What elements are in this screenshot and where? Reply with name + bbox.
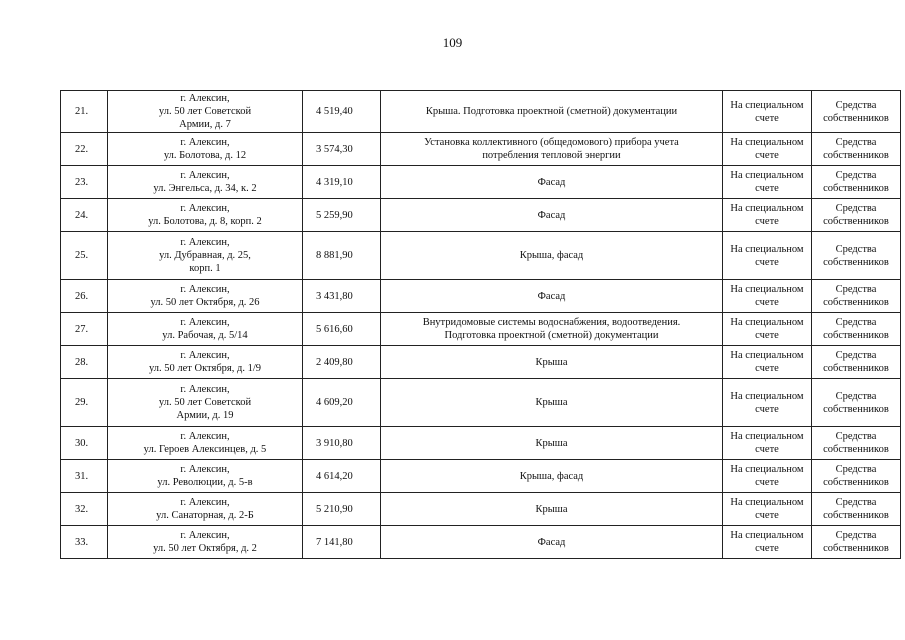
cell-text-line: собственников [823, 543, 889, 554]
row-number-cell: 30. [61, 427, 108, 460]
cell-text-line: Средства [835, 497, 877, 508]
cell-text-line: собственников [823, 183, 889, 194]
cell-text-line: Средства [835, 170, 877, 181]
row-number-cell: 29. [61, 379, 108, 427]
cell-text-line: На специальном [730, 203, 804, 214]
cell-text-line: счете [755, 363, 779, 374]
address-cell [108, 460, 303, 493]
cell-text-line: ул. Революции, д. 5-в [157, 477, 253, 488]
cell-text-line: г. Алексин, [180, 464, 230, 475]
table-row [61, 493, 901, 526]
buildings-table [60, 90, 901, 559]
account-type-cell [723, 91, 812, 133]
work-type-cell [381, 346, 723, 379]
table-body [61, 91, 901, 559]
cell-text-line: г. Алексин, [180, 497, 230, 508]
cell-text-line: собственников [823, 403, 889, 415]
cell-text-line: На специальном [730, 170, 804, 181]
page-number: 109 [442, 35, 463, 50]
row-number-cell: 28. [61, 346, 108, 379]
cell-text-line: Армии, д. 7 [179, 119, 231, 130]
funding-source-cell [812, 199, 901, 232]
funding-source-cell [812, 379, 901, 427]
cell-text-line: ул. Болотова, д. 12 [163, 150, 247, 161]
funding-source-cell [812, 232, 901, 280]
cell-text-line: собственников [823, 112, 889, 124]
row-number-cell: 22. [61, 133, 108, 166]
cell-text-line: Средства [835, 464, 877, 475]
account-type-cell [723, 199, 812, 232]
funding-source-cell [812, 526, 901, 559]
cell-text-line: ул. Героев Алексинцев, д. 5 [143, 444, 267, 455]
address-cell [108, 166, 303, 199]
account-type-cell [723, 526, 812, 559]
cell-text-line: Крыша [535, 503, 568, 515]
cell-text-line: Средства [835, 137, 877, 148]
table-row [61, 199, 901, 232]
cell-text-line: собственников [823, 256, 889, 268]
cell-text-line: счете [755, 297, 779, 308]
funding-source-cell [812, 346, 901, 379]
cell-text-line: собственников [823, 477, 889, 488]
cell-text-line: На специальном [730, 99, 804, 111]
cell-text-line: г. Алексин, [180, 384, 230, 395]
row-number-cell: 32. [61, 493, 108, 526]
cell-text-line: Средства [835, 243, 877, 255]
cell-text-line: счете [755, 477, 779, 488]
account-type-cell [723, 166, 812, 199]
cell-text-line: Крыша [535, 397, 568, 408]
cell-text-line: счете [755, 403, 779, 415]
cell-text-line: г. Алексин, [180, 350, 230, 361]
area-cell: 7 141,80 [303, 526, 381, 559]
cell-text-line: г. Алексин, [180, 203, 230, 214]
cell-text-line: Внутридомовые системы водоснабжения, водоотведения. [422, 317, 681, 328]
cell-text-line: Фасад [537, 176, 566, 188]
account-type-cell [723, 379, 812, 427]
table-row [61, 427, 901, 460]
cell-text-line: г. Алексин, [180, 137, 230, 148]
cell-text-line: Крыша, фасад [519, 250, 584, 261]
account-type-cell [723, 133, 812, 166]
funding-source-cell [812, 91, 901, 133]
work-type-cell [381, 460, 723, 493]
cell-text-line: На специальном [730, 284, 804, 295]
cell-text-line: Армии, д. 19 [176, 410, 234, 421]
address-cell [108, 313, 303, 346]
cell-text-line: ул. 50 лет Советской [158, 397, 252, 408]
row-number-cell: 21. [61, 91, 108, 133]
work-type-cell [381, 232, 723, 280]
cell-text-line: Средства [835, 350, 877, 361]
cell-text-line: счете [755, 510, 779, 521]
cell-text-line: ул. Рабочая, д. 5/14 [162, 330, 248, 341]
cell-text-line: счете [755, 216, 779, 227]
cell-text-line: г. Алексин, [180, 431, 230, 442]
cell-text-line: ул. 50 лет Октября, д. 1/9 [148, 363, 262, 374]
area-cell: 3 910,80 [303, 427, 381, 460]
cell-text-line: собственников [823, 297, 889, 308]
cell-text-line: Подготовка проектной (сметной) документации [444, 330, 659, 341]
cell-text-line: потребления тепловой энергии [482, 150, 621, 161]
cell-text-line: Средства [835, 284, 877, 295]
account-type-cell [723, 460, 812, 493]
cell-text-line: г. Алексин, [180, 93, 230, 104]
work-type-cell [381, 166, 723, 199]
address-cell [108, 280, 303, 313]
work-type-cell [381, 427, 723, 460]
cell-text-line: На специальном [730, 497, 804, 508]
funding-source-cell [812, 166, 901, 199]
area-cell: 5 210,90 [303, 493, 381, 526]
cell-text-line: собственников [823, 216, 889, 227]
cell-text-line: счете [755, 150, 779, 161]
area-cell: 4 614,20 [303, 460, 381, 493]
address-cell [108, 427, 303, 460]
funding-source-cell [812, 460, 901, 493]
work-type-cell [381, 133, 723, 166]
cell-text-line: собственников [823, 363, 889, 374]
cell-text-line: Крыша. Подготовка проектной (сметной) документации [425, 106, 678, 117]
area-cell: 2 409,80 [303, 346, 381, 379]
work-type-cell [381, 199, 723, 232]
cell-text-line: ул. 50 лет Советской [158, 106, 252, 117]
cell-text-line: г. Алексин, [180, 170, 230, 181]
table-row [61, 232, 901, 280]
account-type-cell [723, 313, 812, 346]
cell-text-line: собственников [823, 510, 889, 521]
address-cell [108, 379, 303, 427]
funding-source-cell [812, 133, 901, 166]
cell-text-line: счете [755, 112, 779, 124]
work-type-cell [381, 526, 723, 559]
cell-text-line: г. Алексин, [180, 284, 230, 295]
cell-text-line: Средства [835, 317, 877, 328]
address-cell [108, 232, 303, 280]
cell-text-line: счете [755, 543, 779, 554]
table-row [61, 91, 901, 133]
cell-text-line: Установка коллективного (общедомового) прибора учета [424, 137, 679, 148]
work-type-cell [381, 313, 723, 346]
cell-text-line: На специальном [730, 350, 804, 361]
table-row [61, 526, 901, 559]
cell-text-line: На специальном [730, 390, 804, 402]
row-number-cell: 33. [61, 526, 108, 559]
cell-text-line: ул. Болотова, д. 8, корп. 2 [148, 216, 262, 227]
cell-text-line: Средства [835, 203, 877, 214]
area-cell: 4 319,10 [303, 166, 381, 199]
table-row [61, 280, 901, 313]
work-type-cell [381, 493, 723, 526]
cell-text-line: ул. 50 лет Октября, д. 26 [150, 297, 260, 308]
cell-text-line: счете [755, 330, 779, 341]
funding-source-cell [812, 313, 901, 346]
row-number-cell: 23. [61, 166, 108, 199]
cell-text-line: На специальном [730, 137, 804, 148]
address-cell [108, 493, 303, 526]
funding-source-cell [812, 493, 901, 526]
table-row [61, 133, 901, 166]
cell-text-line: На специальном [730, 530, 804, 541]
cell-text-line: счете [755, 183, 779, 194]
address-cell [108, 199, 303, 232]
cell-text-line: собственников [823, 444, 889, 455]
row-number-cell: 26. [61, 280, 108, 313]
cell-text-line: Фасад [537, 536, 566, 548]
cell-text-line: На специальном [730, 317, 804, 328]
cell-text-line: г. Алексин, [180, 530, 230, 541]
cell-text-line: Средства [835, 99, 877, 111]
table-row [61, 346, 901, 379]
account-type-cell [723, 280, 812, 313]
row-number-cell: 31. [61, 460, 108, 493]
area-cell: 5 259,90 [303, 199, 381, 232]
funding-source-cell [812, 280, 901, 313]
cell-text-line: собственников [823, 330, 889, 341]
area-cell: 8 881,90 [303, 232, 381, 280]
area-cell: 5 616,60 [303, 313, 381, 346]
row-number-cell: 24. [61, 199, 108, 232]
area-cell: 4 609,20 [303, 379, 381, 427]
work-type-cell [381, 280, 723, 313]
address-cell [108, 133, 303, 166]
table-row [61, 313, 901, 346]
area-cell: 3 431,80 [303, 280, 381, 313]
work-type-cell [381, 379, 723, 427]
cell-text-line: Фасад [537, 209, 566, 221]
cell-text-line: Крыша, фасад [519, 470, 584, 482]
cell-text-line: На специальном [730, 464, 804, 475]
row-number-cell: 27. [61, 313, 108, 346]
cell-text-line: счете [755, 256, 779, 268]
cell-text-line: Крыша [535, 437, 568, 449]
table-row [61, 379, 901, 427]
cell-text-line: На специальном [730, 431, 804, 442]
table-row [61, 166, 901, 199]
cell-text-line: Средства [835, 431, 877, 442]
cell-text-line: ул. Энгельса, д. 34, к. 2 [153, 183, 257, 194]
cell-text-line: Крыша [535, 356, 568, 368]
funding-source-cell [812, 427, 901, 460]
table-row [61, 460, 901, 493]
cell-text-line: счете [755, 444, 779, 455]
cell-text-line: Средства [835, 530, 877, 541]
area-cell: 4 519,40 [303, 91, 381, 133]
address-cell [108, 346, 303, 379]
account-type-cell [723, 232, 812, 280]
cell-text-line: г. Алексин, [180, 317, 230, 328]
address-cell [108, 91, 303, 133]
cell-text-line: собственников [823, 150, 889, 161]
account-type-cell [723, 427, 812, 460]
cell-text-line: На специальном [730, 243, 804, 255]
area-cell: 3 574,30 [303, 133, 381, 166]
cell-text-line: ул. 50 лет Октября, д. 2 [153, 543, 257, 554]
cell-text-line: ул. Дубравная, д. 25, [159, 250, 251, 261]
cell-text-line: ул. Санаторная, д. 2-Б [156, 510, 254, 521]
row-number-cell: 25. [61, 232, 108, 280]
cell-text-line: Средства [835, 390, 877, 402]
account-type-cell [723, 346, 812, 379]
cell-text-line: г. Алексин, [180, 237, 230, 248]
cell-text-line: корп. 1 [189, 263, 221, 274]
address-cell [108, 526, 303, 559]
cell-text-line: Фасад [537, 290, 566, 302]
account-type-cell [723, 493, 812, 526]
work-type-cell [381, 91, 723, 133]
